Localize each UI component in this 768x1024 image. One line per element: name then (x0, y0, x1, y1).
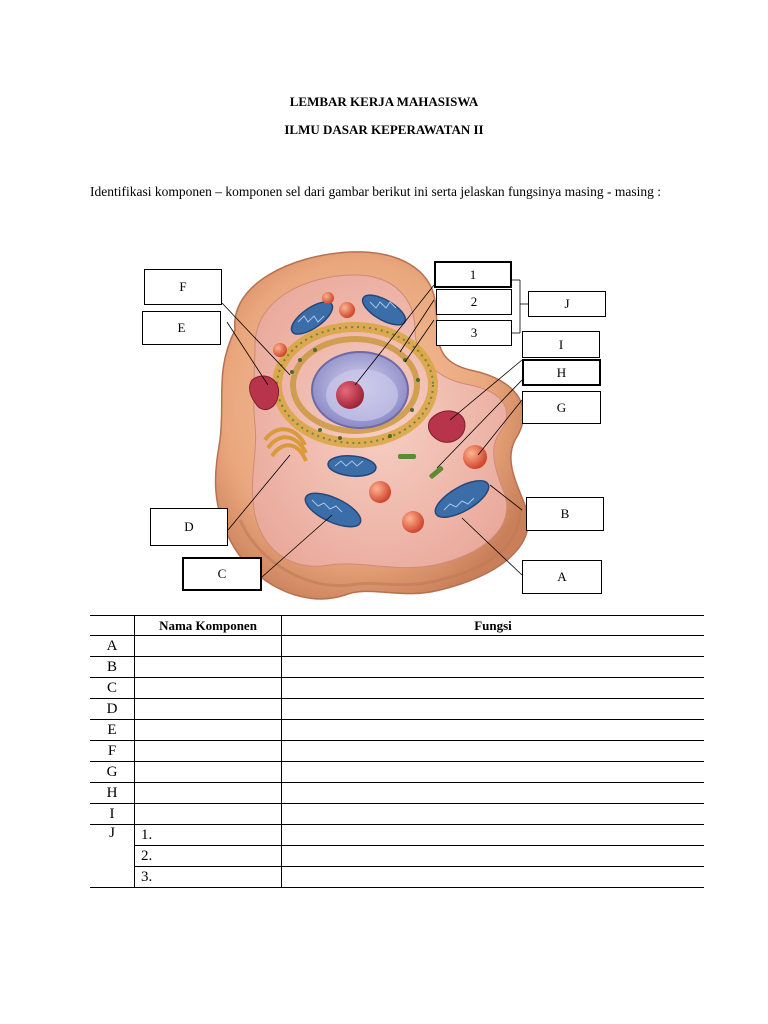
answer-table (90, 615, 704, 888)
nama-cell[interactable] (135, 636, 282, 657)
table-row (90, 678, 704, 699)
fungsi-cell[interactable] (282, 699, 705, 720)
table-row (90, 741, 704, 762)
table-row (90, 636, 704, 657)
nama-cell[interactable] (135, 804, 282, 825)
row-letter: I (90, 804, 135, 825)
label-box-j: J (528, 291, 606, 317)
label-box-a: A (522, 560, 602, 594)
worksheet-title: LEMBAR KERJA MAHASISWA (289, 94, 479, 109)
fungsi-cell[interactable] (282, 825, 705, 846)
fungsi-cell[interactable] (282, 783, 705, 804)
nama-cell[interactable] (135, 720, 282, 741)
header-nama-komponen: Nama Komponen (135, 616, 282, 636)
label-box-1: 1 (434, 261, 512, 288)
label-box-h: H (522, 359, 601, 386)
row-letter: B (90, 657, 135, 678)
fungsi-cell[interactable] (282, 867, 705, 888)
fungsi-cell[interactable] (282, 720, 705, 741)
nucleolus (336, 381, 364, 409)
label-box-3: 3 (436, 320, 512, 346)
label-box-c: C (182, 557, 262, 591)
table-row (90, 783, 704, 804)
table-row (90, 762, 704, 783)
table-row (90, 720, 704, 741)
fungsi-cell[interactable] (282, 636, 705, 657)
nama-cell-j1[interactable]: 1. (135, 825, 282, 846)
fungsi-cell[interactable] (282, 762, 705, 783)
table-row (90, 657, 704, 678)
fungsi-cell[interactable] (282, 804, 705, 825)
nama-cell-j3[interactable]: 3. (135, 867, 282, 888)
fungsi-cell[interactable] (282, 657, 705, 678)
table-row-j3 (90, 867, 704, 888)
table-row (90, 804, 704, 825)
row-letter: D (90, 699, 135, 720)
nama-cell[interactable] (135, 678, 282, 699)
nama-cell[interactable] (135, 657, 282, 678)
nama-cell[interactable] (135, 762, 282, 783)
label-box-2: 2 (436, 289, 512, 315)
label-box-g: G (522, 391, 601, 424)
table-header-row (90, 616, 704, 636)
nama-cell-j2[interactable]: 2. (135, 846, 282, 867)
course-title: ILMU DASAR KEPERAWATAN II (284, 122, 484, 137)
header-fungsi: Fungsi (282, 616, 705, 636)
row-letter: G (90, 762, 135, 783)
label-box-e: E (142, 311, 221, 345)
row-letter: C (90, 678, 135, 699)
label-box-i: I (522, 331, 600, 358)
fungsi-cell[interactable] (282, 678, 705, 699)
row-letter: F (90, 741, 135, 762)
nama-cell[interactable] (135, 699, 282, 720)
fungsi-cell[interactable] (282, 741, 705, 762)
label-box-f: F (144, 269, 222, 305)
row-letter-j: J (90, 825, 135, 888)
label-box-b: B (526, 497, 604, 531)
row-letter: A (90, 636, 135, 657)
fungsi-cell[interactable] (282, 846, 705, 867)
label-box-d: D (150, 508, 228, 546)
table-row-j2 (90, 846, 704, 867)
nama-cell[interactable] (135, 741, 282, 762)
row-letter: H (90, 783, 135, 804)
table-row-j1 (90, 825, 704, 846)
instruction-text: Identifikasi komponen – komponen sel dari gambar berikut ini serta jelaskan fungsinya masing - masing : (90, 184, 661, 199)
nama-cell[interactable] (135, 783, 282, 804)
table-row (90, 699, 704, 720)
row-letter: E (90, 720, 135, 741)
header-letter (90, 616, 135, 636)
